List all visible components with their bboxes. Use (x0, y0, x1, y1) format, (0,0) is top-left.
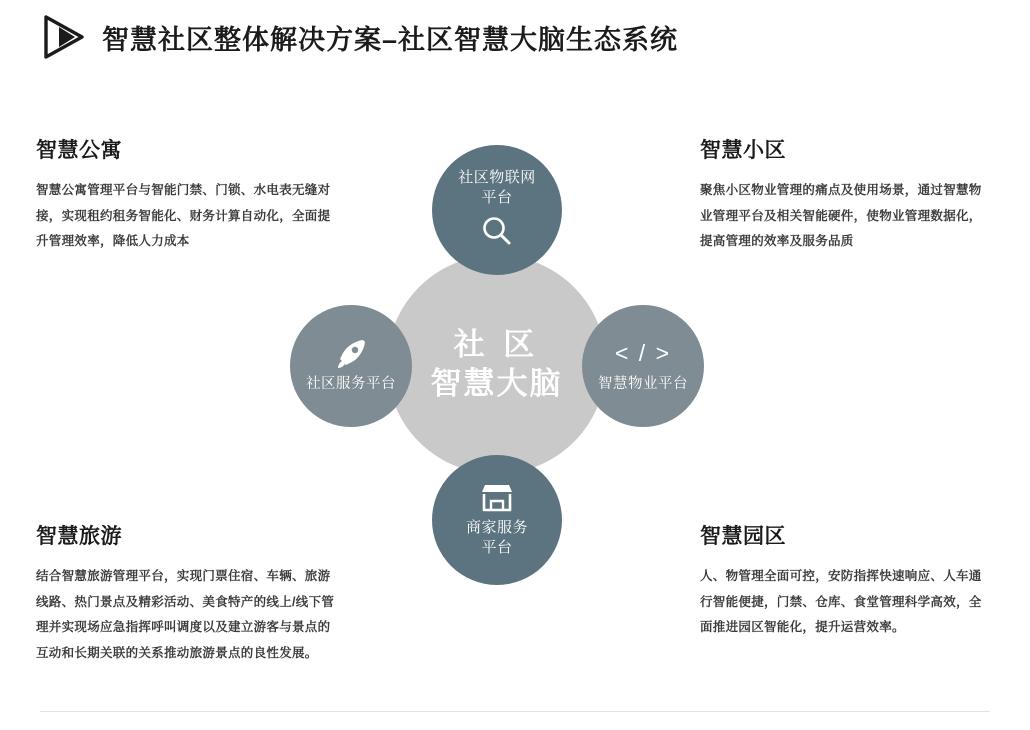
search-icon (480, 214, 514, 248)
diagram-core-node (387, 255, 606, 474)
node-merchant-label-line2: 平台 (481, 539, 513, 556)
diagram-node-merchant-service[interactable] (432, 455, 562, 585)
core-label-line1: 社 区 (453, 326, 540, 362)
diagram-node-iot-platform[interactable] (432, 145, 562, 275)
node-iot-label-line1: 社区物联网 (458, 168, 536, 186)
diagram-node-community-service[interactable] (290, 305, 412, 427)
node-property-platform-label: 智慧物业平台 (598, 375, 688, 392)
page-bottom-divider (40, 711, 990, 712)
node-community-service-label: 社区服务平台 (306, 376, 396, 393)
shop-icon (478, 482, 516, 514)
code-brackets-icon: < / > (614, 339, 672, 366)
ecosystem-diagram (280, 130, 750, 600)
diagram-node-property-platform[interactable] (582, 305, 704, 427)
node-merchant-label-line1: 商家服务 (465, 518, 528, 536)
block-title-smart-park: 智慧园区 (700, 525, 786, 548)
block-body-smart-apartment: 智慧公寓管理平台与智能门禁、门锁、水电表无缝对接，实现租约租务智能化、财务计算自动化，全面提升管理效率，降低人力成本 (36, 183, 331, 249)
page-title: 智慧社区整体解决方案–社区智慧大脑生态系统 (102, 24, 679, 55)
block-title-smart-apartment: 智慧公寓 (36, 139, 122, 162)
block-title-smart-community: 智慧小区 (700, 139, 786, 162)
core-label-line2: 智慧大脑 (430, 365, 563, 401)
block-title-smart-tourism: 智慧旅游 (36, 525, 122, 548)
block-body-smart-park: 人、物管理全面可控，安防指挥快速响应、人车通行智能便捷，门禁、仓库、食堂管理科学高效，全面推进园区智能化，提升运营效率。 (700, 569, 982, 635)
page-header (42, 14, 678, 60)
block-body-smart-tourism: 结合智慧旅游管理平台，实现门票住宿、车辆、旅游线路、热门景点及精彩活动、美食特产的线上/线下管理并实现场应急指挥呼叫调度以及建立游客与景点的互动和长期关联的关系推动旅游景点的良性发展。 (36, 569, 335, 660)
rocket-icon (333, 337, 369, 371)
block-body-smart-community: 聚焦小区物业管理的痛点及使用场景，通过智慧物业管理平台及相关智能硬件，使物业管理数据化，提高管理的效率及服务品质 (700, 183, 982, 249)
node-iot-label-line2: 平台 (481, 189, 513, 206)
play-triangle-logo-icon (42, 14, 86, 60)
